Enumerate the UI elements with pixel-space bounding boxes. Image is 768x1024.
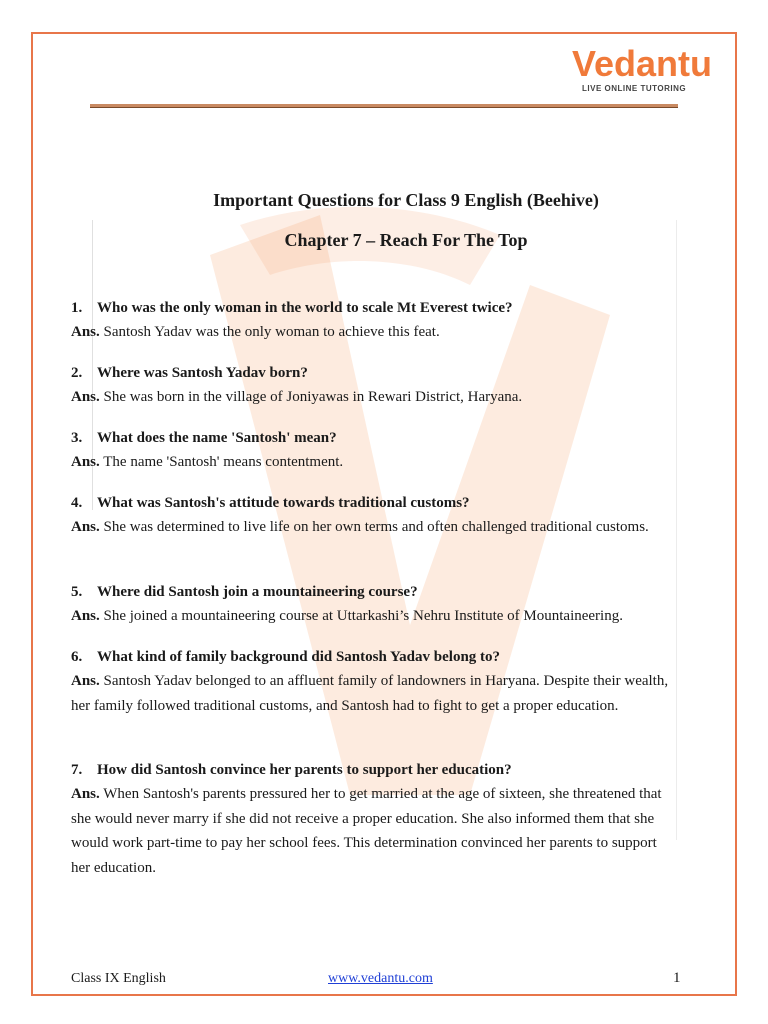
answer-label: Ans.: [71, 786, 100, 802]
answer-label: Ans.: [71, 608, 100, 624]
question-block: [71, 426, 676, 475]
vedantu-logo: [572, 44, 712, 96]
question-text: 3. What does the name 'Santosh' mean?: [71, 426, 676, 450]
question-text: 2. Where was Santosh Yadav born?: [71, 361, 676, 385]
question-block: [71, 580, 676, 629]
question-text: 6. What kind of family background did Santosh Yadav belong to?: [71, 645, 676, 669]
header-divider: [90, 104, 678, 108]
question-number: 6.: [71, 649, 83, 665]
document-title: Important Questions for Class 9 English (Beehive): [213, 190, 599, 210]
logo-wordmark: Vedantu: [572, 43, 713, 84]
question-number: 5.: [71, 584, 83, 600]
answer-text: Ans. She joined a mountaineering course at Uttarkashi’s Nehru Institute of Mountaineering.: [71, 608, 623, 624]
margin-rule-right: [676, 220, 677, 840]
question-number: 7.: [71, 762, 83, 778]
answer-text: Ans. When Santosh's parents pressured her to get married at the age of sixteen, she threatened that she would never marry if she did not receive a proper education. She also informed them that she would work part-time to pay her school fees. This determination convinced her parents to support her education.: [71, 786, 662, 876]
answer-label: Ans.: [71, 673, 100, 689]
answer-label: Ans.: [71, 324, 100, 340]
answer-text: Ans. She was determined to live life on her own terms and often challenged traditional customs.: [71, 519, 649, 535]
question-number: 4.: [71, 495, 83, 511]
question-number: 3.: [71, 430, 83, 446]
question-text: 1. Who was the only woman in the world to scale Mt Everest twice?: [71, 296, 676, 320]
answer-text: Ans. She was born in the village of Joniyawas in Rewari District, Haryana.: [71, 389, 523, 405]
question-block: [71, 361, 676, 410]
question-text: 4. What was Santosh's attitude towards traditional customs?: [71, 491, 676, 515]
page-number: 1: [673, 970, 681, 986]
question-block: [71, 296, 676, 345]
answer-label: Ans.: [71, 454, 100, 470]
footer-class-label: Class IX English: [71, 971, 166, 986]
logo-tagline: LIVE ONLINE TUTORING: [582, 84, 687, 93]
answer-text: Ans. The name 'Santosh' means contentment.: [71, 454, 344, 470]
answer-text: Ans. Santosh Yadav belonged to an affluent family of landowners in Haryana. Despite their wealth, her family followed traditional customs, and Santosh had to fight to get a proper education.: [71, 673, 669, 714]
answer-label: Ans.: [71, 519, 100, 535]
answer-text: Ans. Santosh Yadav was the only woman to achieve this feat.: [71, 324, 440, 340]
question-number: 1.: [71, 300, 83, 316]
footer-website-link[interactable]: www.vedantu.com: [328, 971, 433, 986]
question-block: [71, 758, 676, 880]
question-number: 2.: [71, 365, 83, 381]
answer-label: Ans.: [71, 389, 100, 405]
chapter-title: Chapter 7 – Reach For The Top: [284, 230, 528, 250]
question-text: 7. How did Santosh convince her parents to support her education?: [71, 758, 676, 782]
question-block: [71, 645, 676, 718]
question-block: [71, 491, 676, 540]
question-text: 5. Where did Santosh join a mountaineering course?: [71, 580, 676, 604]
